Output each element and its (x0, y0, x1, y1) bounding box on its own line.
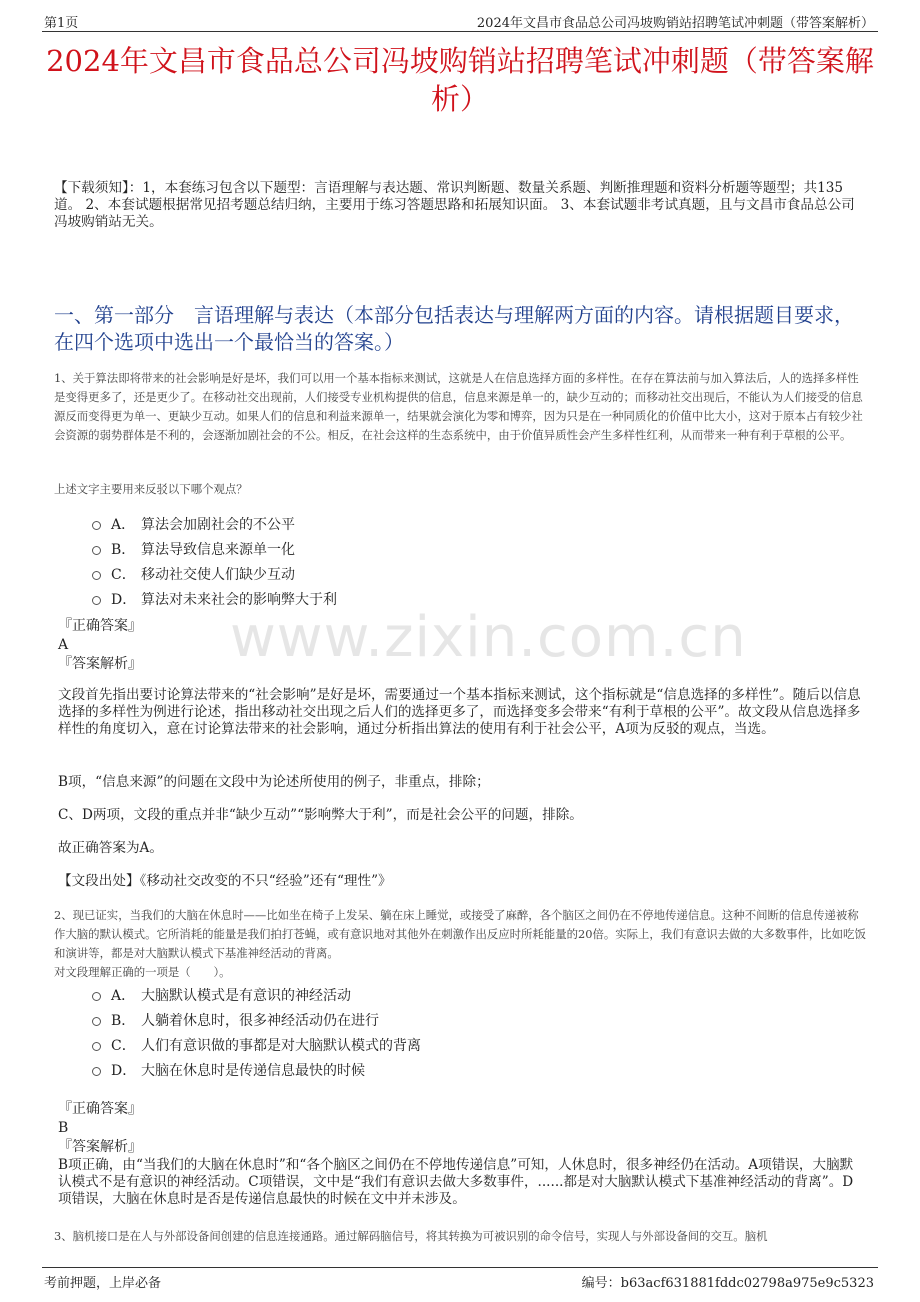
q1-analysis-main: 文段首先指出要讨论算法带来的“社会影响”是好是坏，需要通过一个基本指标来测试，这个指标就是“信息选择的多样性”。随后以信息选择的多样性为例进行论述，指出移动社交出现之后人们的选择更多了，而选择变多会带来“有利于草根的公平”。故文段从信息选择多样性的角度切入，意在讨论算法带来的社会影响，通过分析指出算法的使用有利于社会公平，A项为反驳的观点，当选。 (58, 687, 861, 737)
q1-options (92, 511, 337, 611)
q1-option-d[interactable]: D． 算法对未来社会的影响弊大于利 (92, 586, 337, 611)
download-notice: 【下载须知】：1，本套练习包含以下题型：言语理解与表达题、常识判断题、数量关系题、判断推理题和资料分析题等题型；共135道。 2、本套试题根据常见招考题总结归纳，主要用于练习答题思路和拓展知识面。 3、本套试题非考试真题，且与文昌市食品总公司冯坡购销站无关。 (54, 180, 855, 230)
q1-option-b[interactable]: B． 算法导致信息来源单一化 (92, 536, 337, 561)
radio-icon[interactable] (92, 1017, 101, 1026)
footer-divider (42, 1267, 878, 1268)
q1-answer-label: 『正确答案』 (58, 618, 142, 634)
radio-icon[interactable] (92, 1067, 101, 1076)
q2-question: 对文段理解正确的一项是（ ）。 (54, 965, 231, 979)
q1-answer: A (58, 637, 69, 653)
radio-icon[interactable] (92, 546, 101, 555)
q2-option-c[interactable]: C． 人们有意识做的事都是对大脑默认模式的背离 (92, 1032, 421, 1057)
radio-icon[interactable] (92, 571, 101, 580)
q2-analysis: B项正确，由“当我们的大脑在休息时”和“各个脑区之间仍在不停地传递信息”可知，人休息时，很多神经仍在活动。A项错误，大脑默认模式不是有意识的神经活动。C项错误，文中是“我们有意识去做大多数事件，......都是对大脑默认模式下基准神经活动的背离”。D项错误，大脑在休息时是否是传递信息最快的时候在文中并未涉及。 (58, 1157, 854, 1207)
q2-option-b[interactable]: B． 人躺着休息时，很多神经活动仍在进行 (92, 1007, 421, 1032)
q2-analysis-label: 『答案解析』 (58, 1139, 142, 1155)
watermark: www.zixin.com.cn (230, 605, 747, 670)
q2-options (92, 982, 421, 1082)
q1-passage: 1、关于算法即将带来的社会影响是好是坏，我们可以用一个基本指标来测试，这就是人在信息选择方面的多样性。在存在算法前与加入算法后，人的选择多样性是变得更多了，还是更少了。在移动社交出现前，人们接受专业机构提供的信息，信息来源是单一的，缺少互动的；而移动社交出现后，不能认为人们接受的信息源反而变得更为单一、更缺少互动。如果人们的信息和利益来源单一，结果就会演化为零和博弈，因为只是在一种同质化的价值中比大小，这对于原本占有较少社会资源的弱势群体是不利的，会逐渐加剧社会的不公。相反，在社会这样的生态系统中，由于价值异质性会产生多样性红利，从而带来一种有利于草根的公平。 (54, 371, 863, 442)
footer-doc-id: 编号：b63acf631881fddc02798a975e9c5323 (581, 1276, 874, 1291)
q1-analysis-label: 『答案解析』 (58, 656, 142, 672)
q2-answer-label: 『正确答案』 (58, 1101, 142, 1117)
page-number: 第1页 (44, 16, 79, 31)
q2-option-d[interactable]: D． 大脑在休息时是传递信息最快的时候 (92, 1057, 421, 1082)
q1-source: 【文段出处】《移动社交改变的不只“经验”还有“理性”》 (58, 873, 392, 889)
q1-analysis-cd: C、D两项，文段的重点并非“缺少互动”“影响弊大于利”，而是社会公平的问题，排除。 (58, 807, 583, 823)
q1-option-c[interactable]: C． 移动社交使人们缺少互动 (92, 561, 337, 586)
radio-icon[interactable] (92, 1042, 101, 1051)
q1-option-a[interactable]: A． 算法会加剧社会的不公平 (92, 511, 337, 536)
section-heading: 一、第一部分 言语理解与表达（本部分包括表达与理解两方面的内容。请根据题目要求，在四个选项中选出一个最恰当的答案。） (54, 303, 854, 354)
q1-question: 上述文字主要用来反驳以下哪个观点？ (54, 482, 248, 496)
radio-icon[interactable] (92, 596, 101, 605)
q2-passage: 2、现已证实，当我们的大脑在休息时——比如坐在椅子上发呆、躺在床上睡觉，或接受了麻醉，各个脑区之间仍在不停地传递信息。这种不间断的信息传递被称作大脑的默认模式。它所消耗的能量是我们拍打苍蝇，或有意识地对其他外在刺激作出反应时所耗能量的20倍。实际上，我们有意识去做的大多数事件，比如吃饭和演讲等，都是对大脑默认模式下基准神经活动的背离。 (54, 908, 866, 960)
q2-answer: B (58, 1120, 69, 1136)
footer-slogan: 考前押题，上岸必备 (44, 1276, 162, 1291)
header-doc-title: 2024年文昌市食品总公司冯坡购销站招聘笔试冲刺题（带答案解析） (476, 16, 874, 31)
radio-icon[interactable] (92, 992, 101, 1001)
document-title: 2024年文昌市食品总公司冯坡购销站招聘笔试冲刺题（带答案解析） (46, 44, 874, 116)
q2-option-a[interactable]: A． 大脑默认模式是有意识的神经活动 (92, 982, 421, 1007)
q1-analysis-b: B项，“信息来源”的问题在文段中为论述所使用的例子，非重点，排除； (58, 774, 490, 790)
q1-analysis-conclusion: 故正确答案为A。 (58, 840, 163, 856)
header-divider (42, 31, 878, 32)
radio-icon[interactable] (92, 521, 101, 530)
q3-passage: 3、脑机接口是在人与外部设备间创建的信息连接通路。通过解码脑信号，将其转换为可被识别的命令信号，实现人与外部设备间的交互。脑机 (54, 1229, 768, 1243)
